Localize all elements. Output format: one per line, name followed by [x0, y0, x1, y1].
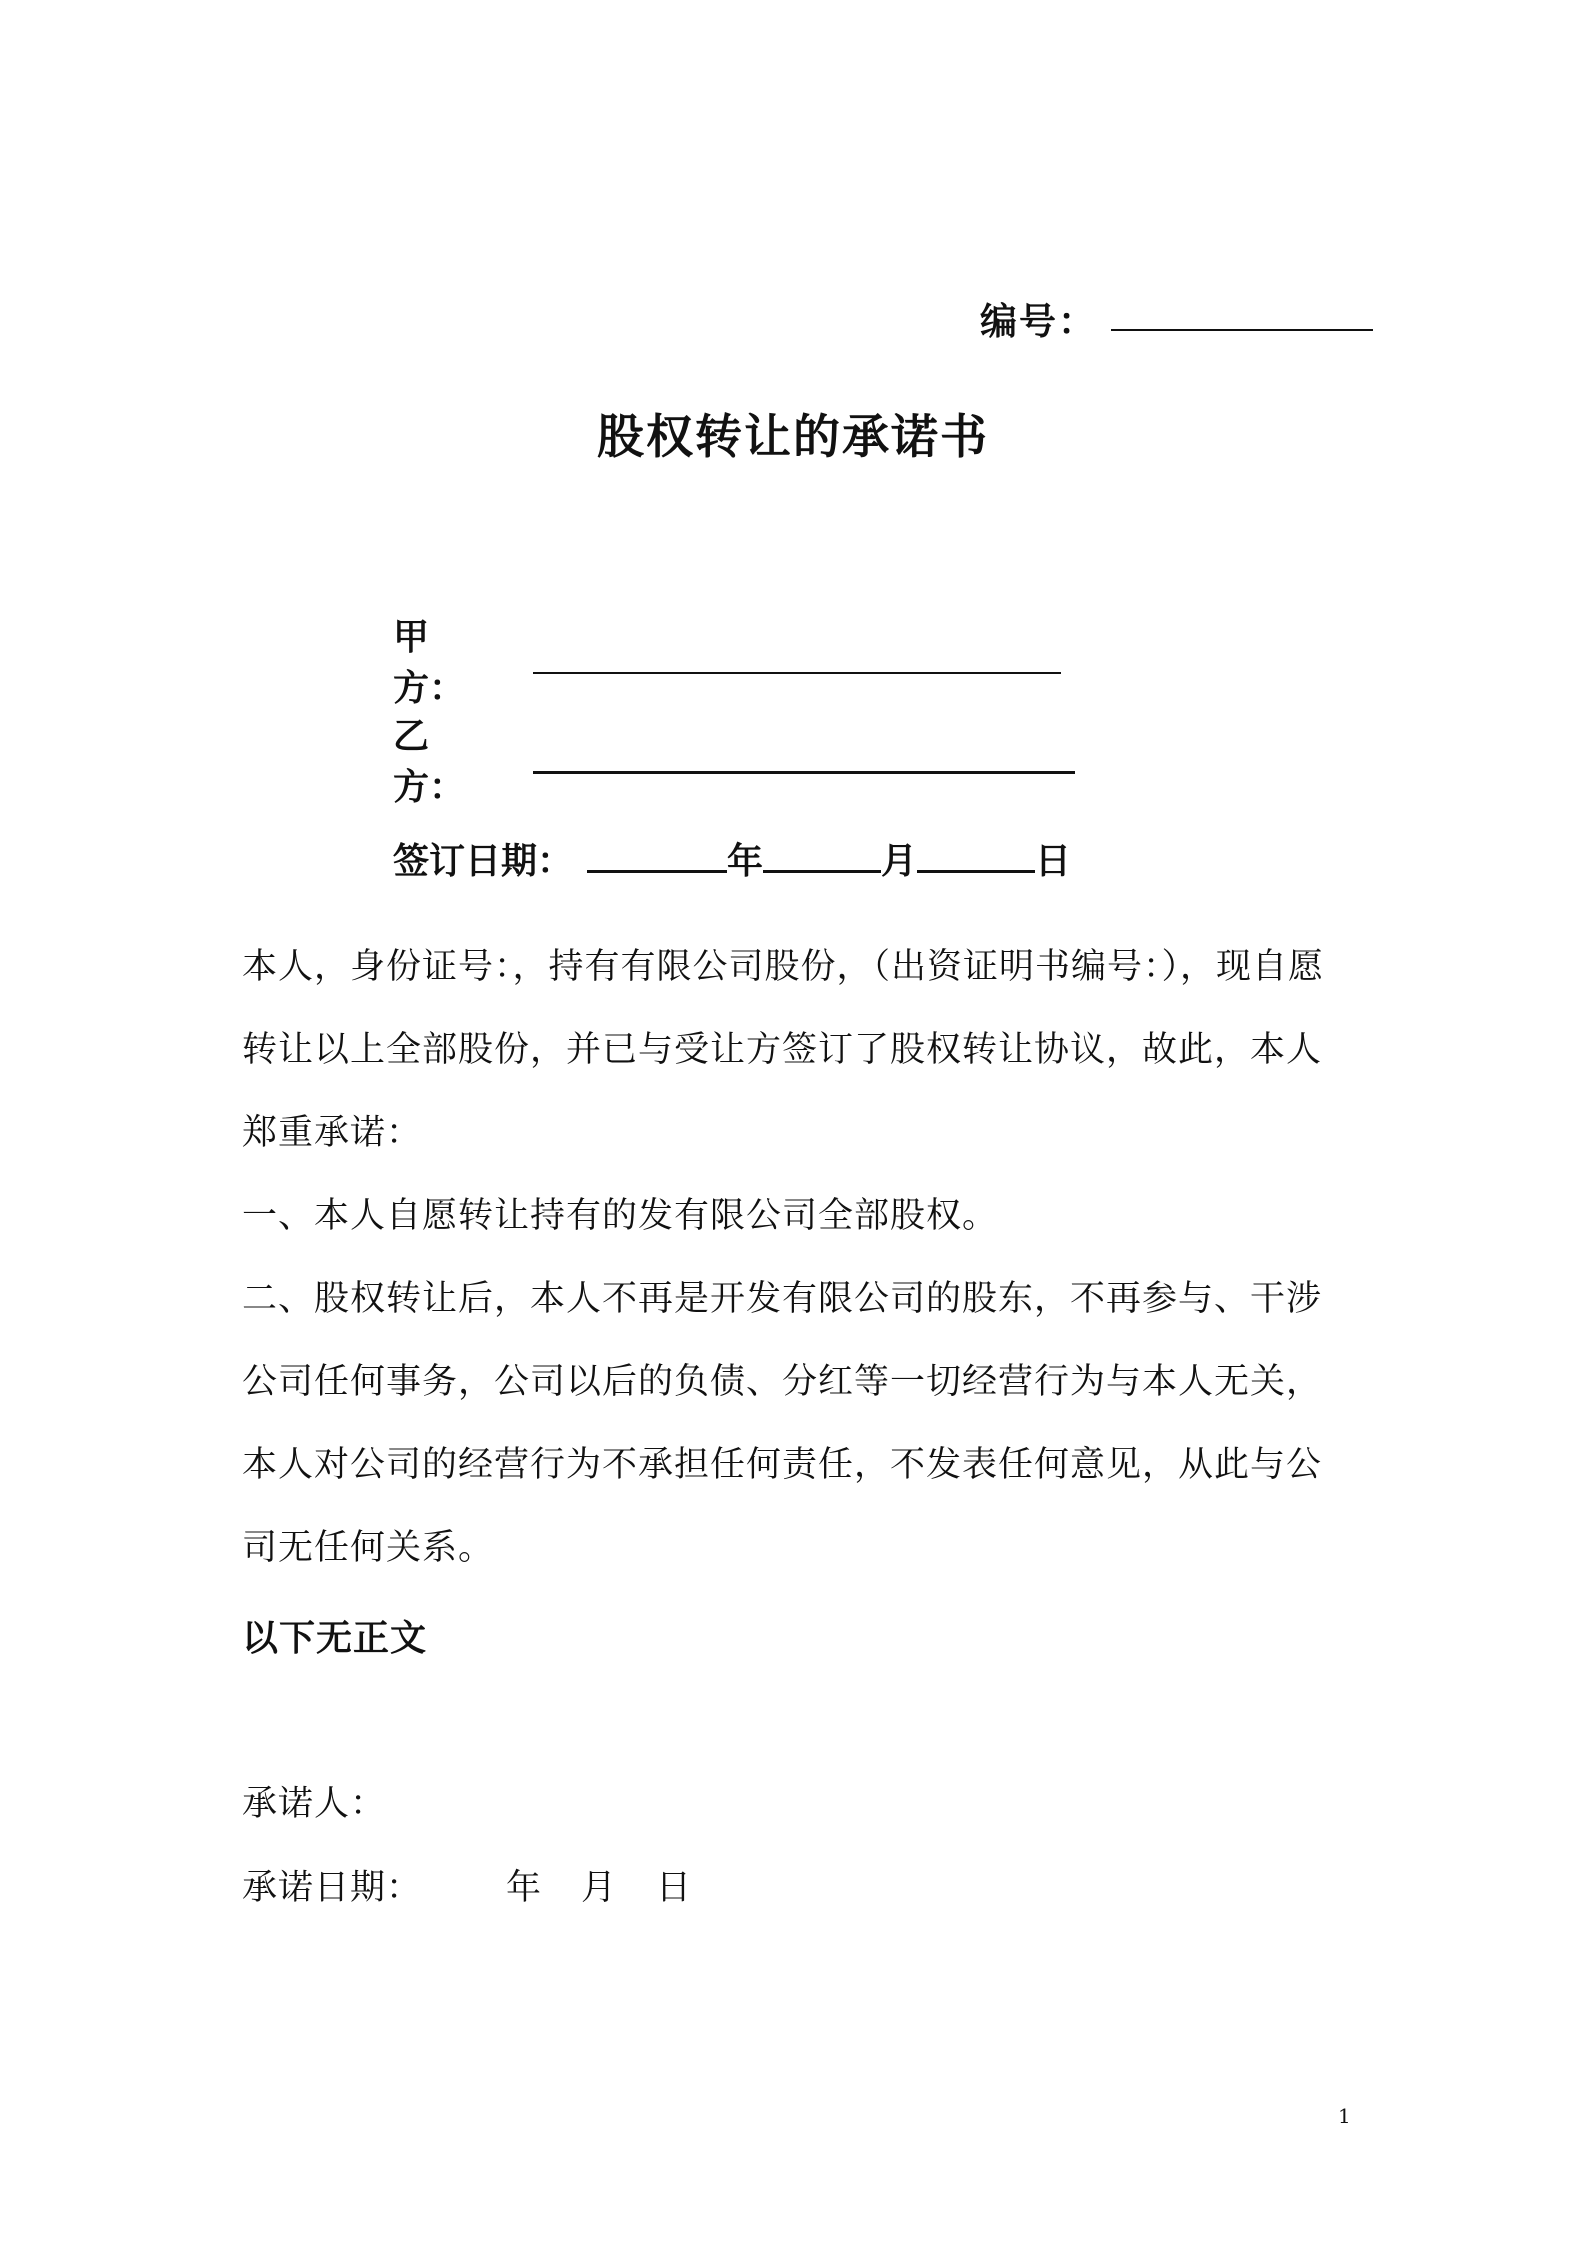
party-a-label-char: 甲: [393, 617, 430, 658]
sign-month-label: 月: [881, 840, 918, 882]
party-a-blank: [533, 672, 1061, 674]
sign-date-field: [393, 830, 1071, 886]
sign-day-blank: [917, 870, 1035, 873]
serial-number-blank: [1111, 329, 1373, 331]
party-a-field: [393, 617, 1061, 709]
commitment-item-1: 一、本人自愿转让持有的发有限公司全部股权。: [242, 1196, 999, 1236]
party-b-label-suffix: 方：: [393, 767, 466, 808]
party-b-blank: [533, 771, 1075, 774]
party-a-label-suffix: 方：: [393, 668, 466, 709]
promise-day-label: 日: [656, 1868, 693, 1908]
party-b-field: [393, 716, 1075, 808]
sign-year-label: 年: [727, 840, 764, 882]
sign-date-label: 签订日期：: [393, 840, 574, 882]
sign-year-blank: [587, 870, 727, 873]
serial-number-label: 编号：: [980, 300, 1097, 343]
party-a-label: [393, 609, 533, 711]
document-title: 股权转让的承诺书: [597, 410, 989, 465]
main-paragraph: 本人，身份证号：，持有有限公司股份，（出资证明书编号：），现自愿转让以上全部股份，并已与受让方签订了股权转让协议，故此，本人郑重承诺：: [242, 947, 1325, 1153]
promisor-label: 承诺人：: [242, 1784, 387, 1824]
party-b-label-char: 乙: [393, 716, 430, 757]
serial-number-field: [980, 290, 1373, 346]
promise-date-label: 承诺日期：: [242, 1868, 423, 1908]
sign-month-blank: [763, 870, 881, 873]
party-b-label: [393, 708, 533, 810]
page-number: 1: [1338, 2104, 1351, 2128]
promise-month-label: 月: [581, 1868, 618, 1908]
commitment-item-2: 二、股权转让后，本人不再是开发有限公司的股东，不再参与、干涉公司任何事务，公司以后的负债、分红等一切经营行为与本人无关，本人对公司的经营行为不承担任何责任，不发表任何意见，从此与公司无任何关系。: [242, 1279, 1323, 1568]
end-of-text-note: 以下无正文: [242, 1618, 428, 1659]
sign-day-label: 日: [1035, 840, 1072, 882]
promise-date-field: [242, 1860, 731, 1910]
promise-year-label: 年: [506, 1868, 543, 1908]
